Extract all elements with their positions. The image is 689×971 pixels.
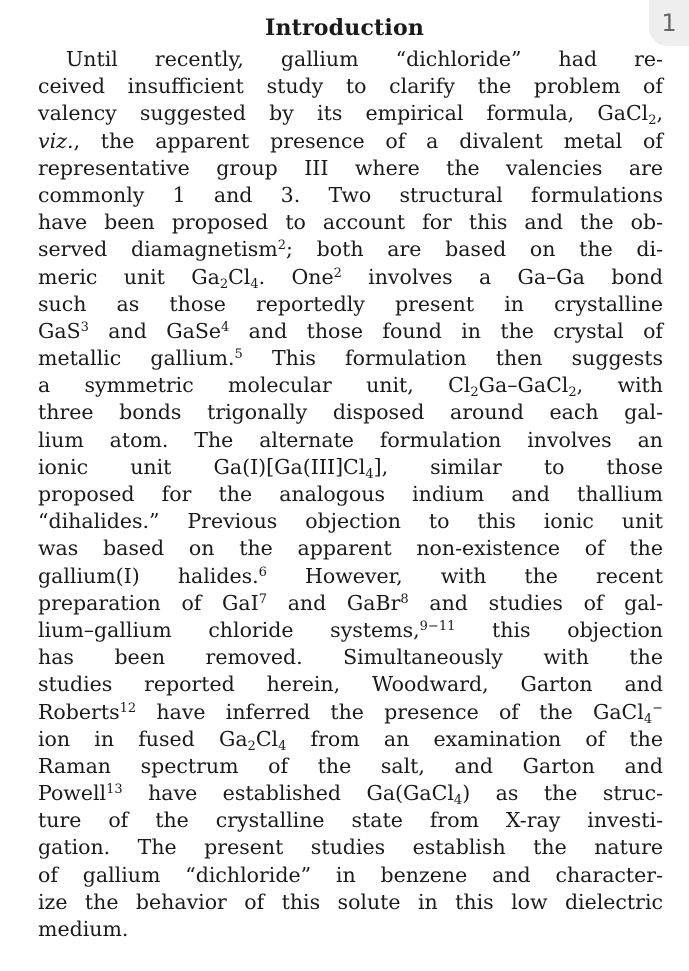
text-line: ize the behavior of this solute in this low dielectric [38,889,663,914]
text-line: was based on the apparent non-existence of the [38,536,663,561]
text-line: have been proposed to account for this and the ob- [38,210,663,235]
paragraph-body [38,46,663,943]
text-line: ion in fused $Ga_2Cl_4$ from an examination of the [38,726,663,754]
text-line: gallium(I) halides.$^6$ However, with the recent [38,563,663,588]
text-line: Until recently, gallium “dichloride” had re- [66,47,663,71]
text-line: “dihalides.” Previous objection to this ionic unit [38,509,663,534]
text-line: Powell$^{13}$ have established Ga(GaCl$_4$) as the struc- [38,781,664,809]
section-heading: Introduction [264,15,425,41]
text-line: viz., the apparent presence of a divalent metal of [38,128,663,153]
text-line: representative group III where the valencies are [38,155,663,180]
page-number-badge[interactable]: 1 [649,0,689,46]
text-line: ceived insufficient study to clarify the problem of [38,74,663,99]
text-line: Raman spectrum of the salt, and Garton and [38,753,663,778]
text-line: meric unit $Ga_2Cl_4$. One$^2$ involves a Ga–Ga bond [38,264,663,292]
text-line: studies reported herein, Woodward, Garton and [38,672,663,697]
text-line: three bonds trigonally disposed around each gal- [38,400,663,425]
text-line: served diamagnetism$^2$; both are based on the di- [38,237,663,262]
text-line: preparation of GaI$^7$ and GaBr$^8$ and studies of gal- [38,590,663,615]
text-line: Roberts$^{12}$ have inferred the presence of the GaCl$_4$− [38,699,663,727]
text-line: valency suggested by its empirical formula, GaCl$_2$, [38,101,663,129]
text-line: commonly 1 and 3. Two structural formulations [38,182,663,207]
text-line: medium. [38,917,129,941]
text-line: such as those reportedly present in crystalline [38,291,663,316]
text-line: lium–gallium chloride systems,$^{9-11}$ this objection [38,617,663,642]
text-line: GaS$^3$ and GaSe$^4$ and those found in the crystal of [38,318,664,343]
text-line: a symmetric molecular unit, $Cl_2Ga-GaCl_2$, with [38,373,664,401]
text-line: of gallium “dichloride” in benzene and character- [38,862,663,887]
text-line: ionic unit $Ga(I)[Ga(III]Cl_4]$, similar to those [38,454,663,482]
text-line: metallic gallium.$^5$ This formulation then suggests [38,346,663,371]
text-line: gation. The present studies establish the nature [38,835,663,860]
text-line: ture of the crystalline state from X-ray investi- [38,808,663,833]
text-line: lium atom. The alternate formulation involves an [38,427,663,452]
text-line: has been removed. Simultaneously with the [38,645,663,670]
text-line: proposed for the analogous indium and thallium [38,482,663,506]
